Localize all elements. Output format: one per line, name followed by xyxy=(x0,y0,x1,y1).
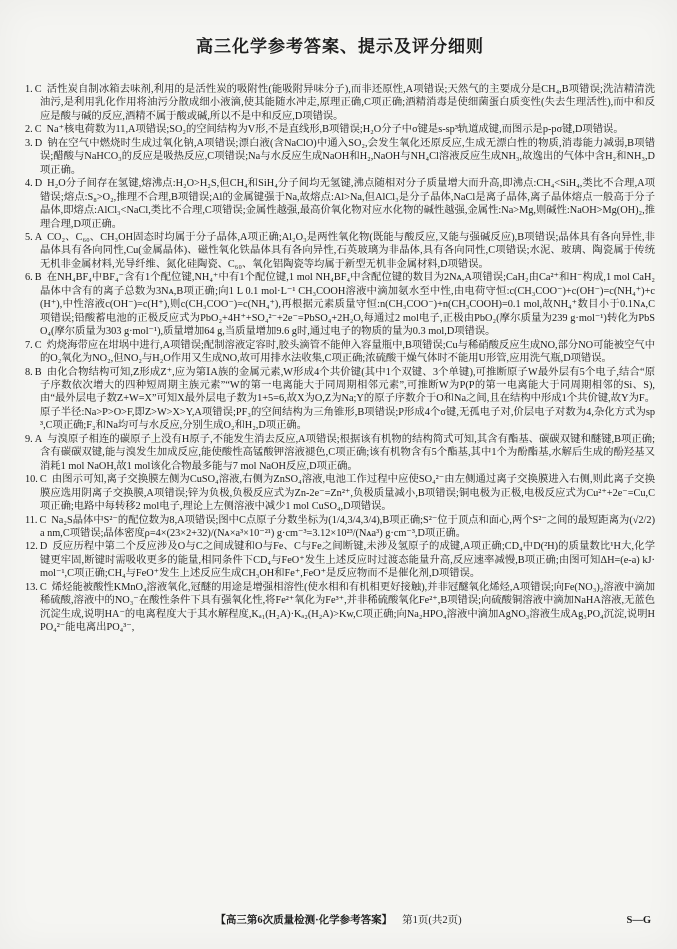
answer-item xyxy=(25,433,655,473)
item-number: 4. xyxy=(25,178,33,190)
footer-page-number: 第1页(共2页) xyxy=(402,915,462,926)
answer-item xyxy=(25,123,655,136)
item-number: 10. xyxy=(25,474,38,486)
answer-item xyxy=(25,581,655,635)
answer-item xyxy=(25,473,655,513)
item-number: 7. xyxy=(25,339,33,351)
answer-item xyxy=(25,83,655,123)
item-explanation: 在NH₄BF₄中BF₄⁻含有1个配位键,NH₄⁺中有1个配位键,1 mol NH₄BF₄中含配位键的数目为2Nᴀ,A项错误;CaH₂由Ca²⁺和H⁻构成,1 mol CaH₂晶体中含有的离子总数为3Nᴀ,B项正确;向1 L 0.1 mol·L⁻¹ CH₃COOH溶液中滴加氨水至中性,由电荷守恒:c(CH₃COO⁻)+c(OH⁻)=c(NH₄⁺)+c(H⁺),中性溶液c(OH⁻)=c(H⁺),则c(CH₃COO⁻)=c(NH₄⁺),再根据元素质量守恒:n(CH₃COO⁻)+n(CH₃COOH)=0.1 mol,故NH₄⁺数目小于0.1Nᴀ,C项错误;铅酸蓄电池的正极反应式为PbO₂+4H⁺+SO₄²⁻+2e⁻=PbSO₄+2H₂O,每通过2 mol电子,正极由PbO₂(摩尔质量为239 g·mol⁻¹)转化为PbSO₄(摩尔质量为303 g·mol⁻¹),质量增加64 g,当质量增加9.6 g时,通过电子的物质的量为0.3 mol,D项错误。 xyxy=(40,272,655,338)
item-explanation: Na₂S晶体中S²⁻的配位数为8,A项错误;图中C点原子分数坐标为(1/4,3/4,3/4),B项正确;S²⁻位于顶点和面心,两个S²⁻之间的最短距离为(√2/2)a nm,C项错误;晶体密度ρ=4×(23×2+32)/(Nᴀ×a³×10⁻²¹) g·cm⁻³=3.12×10²³/(Nᴀa³) g·cm⁻³,D项正确。 xyxy=(40,514,655,539)
item-answer: D xyxy=(39,541,48,553)
item-explanation: 灼烧海带应在坩埚中进行,A项错误;配制溶液定容时,胶头滴管不能伸入容量瓶中,B项错误;Cu与稀硝酸反应生成NO,部分NO可能被空气中的O₂氧化为NO₂,但NO₂与H₂O作用又生成NO,故可用排水法收集,C项正确;浓硫酸干燥气体时不能用U形管,应用洗气瓶,D项错误。 xyxy=(40,339,655,365)
item-number: 11. xyxy=(25,514,38,526)
item-explanation: CO₂、C₆₀、CH₃OH固态时均属于分子晶体,A项正确;Al₂O₃是两性氧化物(既能与酸反应,又能与强碱反应),B项错误;晶体具有各向异性,非晶体具有各向同性,Cu(金属晶体)、磁性氧化铁晶体具有各向异性,石英玻璃为非晶体,具有各向同性,C项错误;水泥、玻璃、陶瓷属于传统无机非金属材料,光导纤维、氮化硅陶瓷、C₆₀、氧化铝陶瓷等均属于新型无机非金属材料,D项错误。 xyxy=(40,231,655,270)
answer-item xyxy=(25,231,655,271)
page-footer xyxy=(0,915,677,927)
item-answer: C xyxy=(39,514,47,526)
item-answer: C xyxy=(34,84,42,95)
item-number: 8. xyxy=(25,366,33,378)
item-explanation: 活性炭自制冰箱去味剂,利用的是活性炭的吸附性(能吸附异味分子),而非还原性,A项错误;天然气的主要成分是CH₄,B项错误;洗洁精清洗油污,是利用乳化作用将油污分散成细小液滴,使其能随水冲走,原理正确,C项正确;酒精消毒是使细菌蛋白质变性(失去生理活性),而中和反应是酸与碱的反应,酒精不属于酸或碱,所以不是中和反应,D项错误。 xyxy=(40,84,655,122)
item-explanation: 烯烃能被酸性KMnO₄溶液氧化,冠醚的用途是增强相溶性(使水相和有机相更好接触),并非冠醚氧化烯烃,A项错误;向Fe(NO₃)₂溶液中滴加稀硫酸,溶液中的NO₃⁻在酸性条件下具有强氧化性,将Fe²⁺氧化为Fe³⁺,并非稀硫酸氧化Fe²⁺,B项错误;向硫酸铜溶液中滴加NaHA溶液,无蓝色沉淀生成,说明HA⁻的电离程度大于其水解程度,Kₐ₁(H₂A)·Kₐ₂(H₂A)>Kw,C项正确;向Na₂HPO₄溶液中滴加AgNO₃溶液生成Ag₃PO₄沉淀,说明HPO₄²⁻能电离出PO₄³⁻, xyxy=(40,581,655,634)
answer-item xyxy=(25,366,655,433)
item-explanation: H₂O分子间存在氢键,熔沸点:H₂O>H₂S,但CH₄和SiH₄分子间均无氢键,沸点随相对分子质量增大而升高,即沸点:CH₄<SiH₄,类比不合理,A项错误;熔点:S₈>O₂,推理不合理,B项错误;Al的金属键强于Na,故熔点:Al>Na,但AlCl₃是分子晶体,NaCl是离子晶体,离子晶体熔点一般高于分子晶体,即熔点:AlCl₃<NaCl,类比不合理,C项错误;金属性越强,最高价氧化物对应水化物的碱性越强,金属性:Na>Mg,则碱性:NaOH>Mg(OH)₂,推理合理,D项正确。 xyxy=(40,178,655,230)
footer-source: 【高三第6次质量检测·化学参考答案】 xyxy=(215,915,393,926)
footer-code: S—G xyxy=(626,915,651,926)
item-explanation: 与溴原子相连的碳原子上没有H原子,不能发生消去反应,A项错误;根据该有机物的结构简式可知,其含有酯基、碳碳双键和醚键,B项正确;含有碳碳双键,能与溴发生加成反应,能使酸性高锰酸钾溶液褪色,C项正确;该有机物含有5个酯基,其中1个为酚酯基,水解后生成的酚羟基又消耗1 mol NaOH,故1 mol该化合物最多能与7 mol NaOH反应,D项正确。 xyxy=(40,433,655,472)
answer-item xyxy=(25,137,655,177)
answer-item xyxy=(25,339,655,366)
item-explanation: Na⁺核电荷数为11,A项错误;SO₂的空间结构为V形,不是直线形,B项错误;H₂O分子中σ键是s-sp³轨道成键,而图示是p-pσ键,D项错误。 xyxy=(46,124,624,136)
answer-list xyxy=(25,83,655,635)
item-explanation: 钠在空气中燃烧时生成过氧化钠,A项错误;漂白液(含NaClO)中通入SO₂,会发生氧化还原反应,生成无漂白性的物质,消毒能力减弱,B项错误;醋酸与NaHCO₃的反应是吸热反应,C项错误;Na与水反应生成NaOH和H₂,NaOH与NH₄Cl溶液反应生成NH₃,故逸出的气体中含H₂和NH₃,D项正确。 xyxy=(40,137,655,176)
item-number: 9. xyxy=(25,433,33,445)
item-number: 5. xyxy=(25,231,33,243)
item-answer: C xyxy=(39,581,47,593)
item-answer: D xyxy=(34,137,43,149)
item-answer: B xyxy=(34,272,42,284)
item-number: 3. xyxy=(25,137,33,149)
item-number: 13. xyxy=(25,581,38,593)
item-number: 6. xyxy=(25,272,33,284)
item-number: 12. xyxy=(25,541,38,553)
answer-item xyxy=(25,177,655,231)
answer-item xyxy=(25,514,655,541)
item-explanation: 反应历程中第二个反应涉及O与C之间成键和O与Fe、C与Fe之间断键,未涉及氢原子的成键,A项正确;CD₄中D(²H)的质量数比¹H大,化学键更牢固,断键时需吸收更多的能量,相同条件下CD₄与FeO⁺发生上述反应时过渡态能量升高,反应速率减慢,B项正确;由图可知ΔH=(e-a) kJ·mol⁻¹,C项正确;CH₄与FeO⁺发生上述反应生成CH₃OH和Fe⁺,FeO⁺是反应物而不是催化剂,D项错误。 xyxy=(40,541,655,580)
item-number: 2. xyxy=(25,124,33,136)
item-answer: C xyxy=(39,474,47,486)
page-title: 高三化学参考答案、提示及评分细则 xyxy=(196,37,484,56)
item-answer: B xyxy=(34,366,42,378)
item-answer: C xyxy=(34,339,42,351)
item-answer: A xyxy=(34,231,43,243)
item-answer: A xyxy=(34,433,43,445)
item-explanation: 由图示可知,离子交换膜左侧为CuSO₄溶液,右侧为ZnSO₄溶液,电池工作过程中应使SO₄²⁻由左侧通过离子交换膜进入右侧,则此离子交换膜应选用阴离子交换膜,A项错误;锌为负极,负极反应式为Zn-2e⁻=Zn²⁺,负极质量减小,B项错误;铜电极为正极,电极反应式为Cu²⁺+2e⁻=Cu,C项正确;电路中每转移2 mol电子,理论上左侧溶液中减少1 mol CuSO₄,D项错误。 xyxy=(40,474,655,513)
answer-item xyxy=(25,540,655,580)
item-answer: C xyxy=(34,124,42,136)
item-explanation: 由化合物结构可知,Z形成Z⁺,应为第ⅠA族的金属元素,W形成4个共价键(其中1个双键、3个单键),可推断原子W最外层有5个电子,结合“原子序数依次增大的四种短周期主族元素”“W的第一电离能大于同周期相邻元素”,可推断W为P(P的第一电离能大于同周期相邻的Si、S),由“最外层电子数Z+W=X”可知X最外层电子数为1+5=6,故X为O,Z为Na;Y的原子序数介于O和Na之间,且在结构中形成1个共价键,故Y为F。原子半径:Na>P>O>F,即Z>W>X>Y,A项错误;PF₃的空间结构为三角锥形,B项错误;P形成4个σ键,无孤电子对,价层电子对数为4,杂化方式为sp³,C项正确;F₂和Na均可与水反应,分别生成O₂和H₂,D项正确。 xyxy=(40,366,655,432)
item-answer: D xyxy=(34,178,43,190)
answer-item xyxy=(25,271,655,338)
item-number: 1. xyxy=(25,84,33,95)
